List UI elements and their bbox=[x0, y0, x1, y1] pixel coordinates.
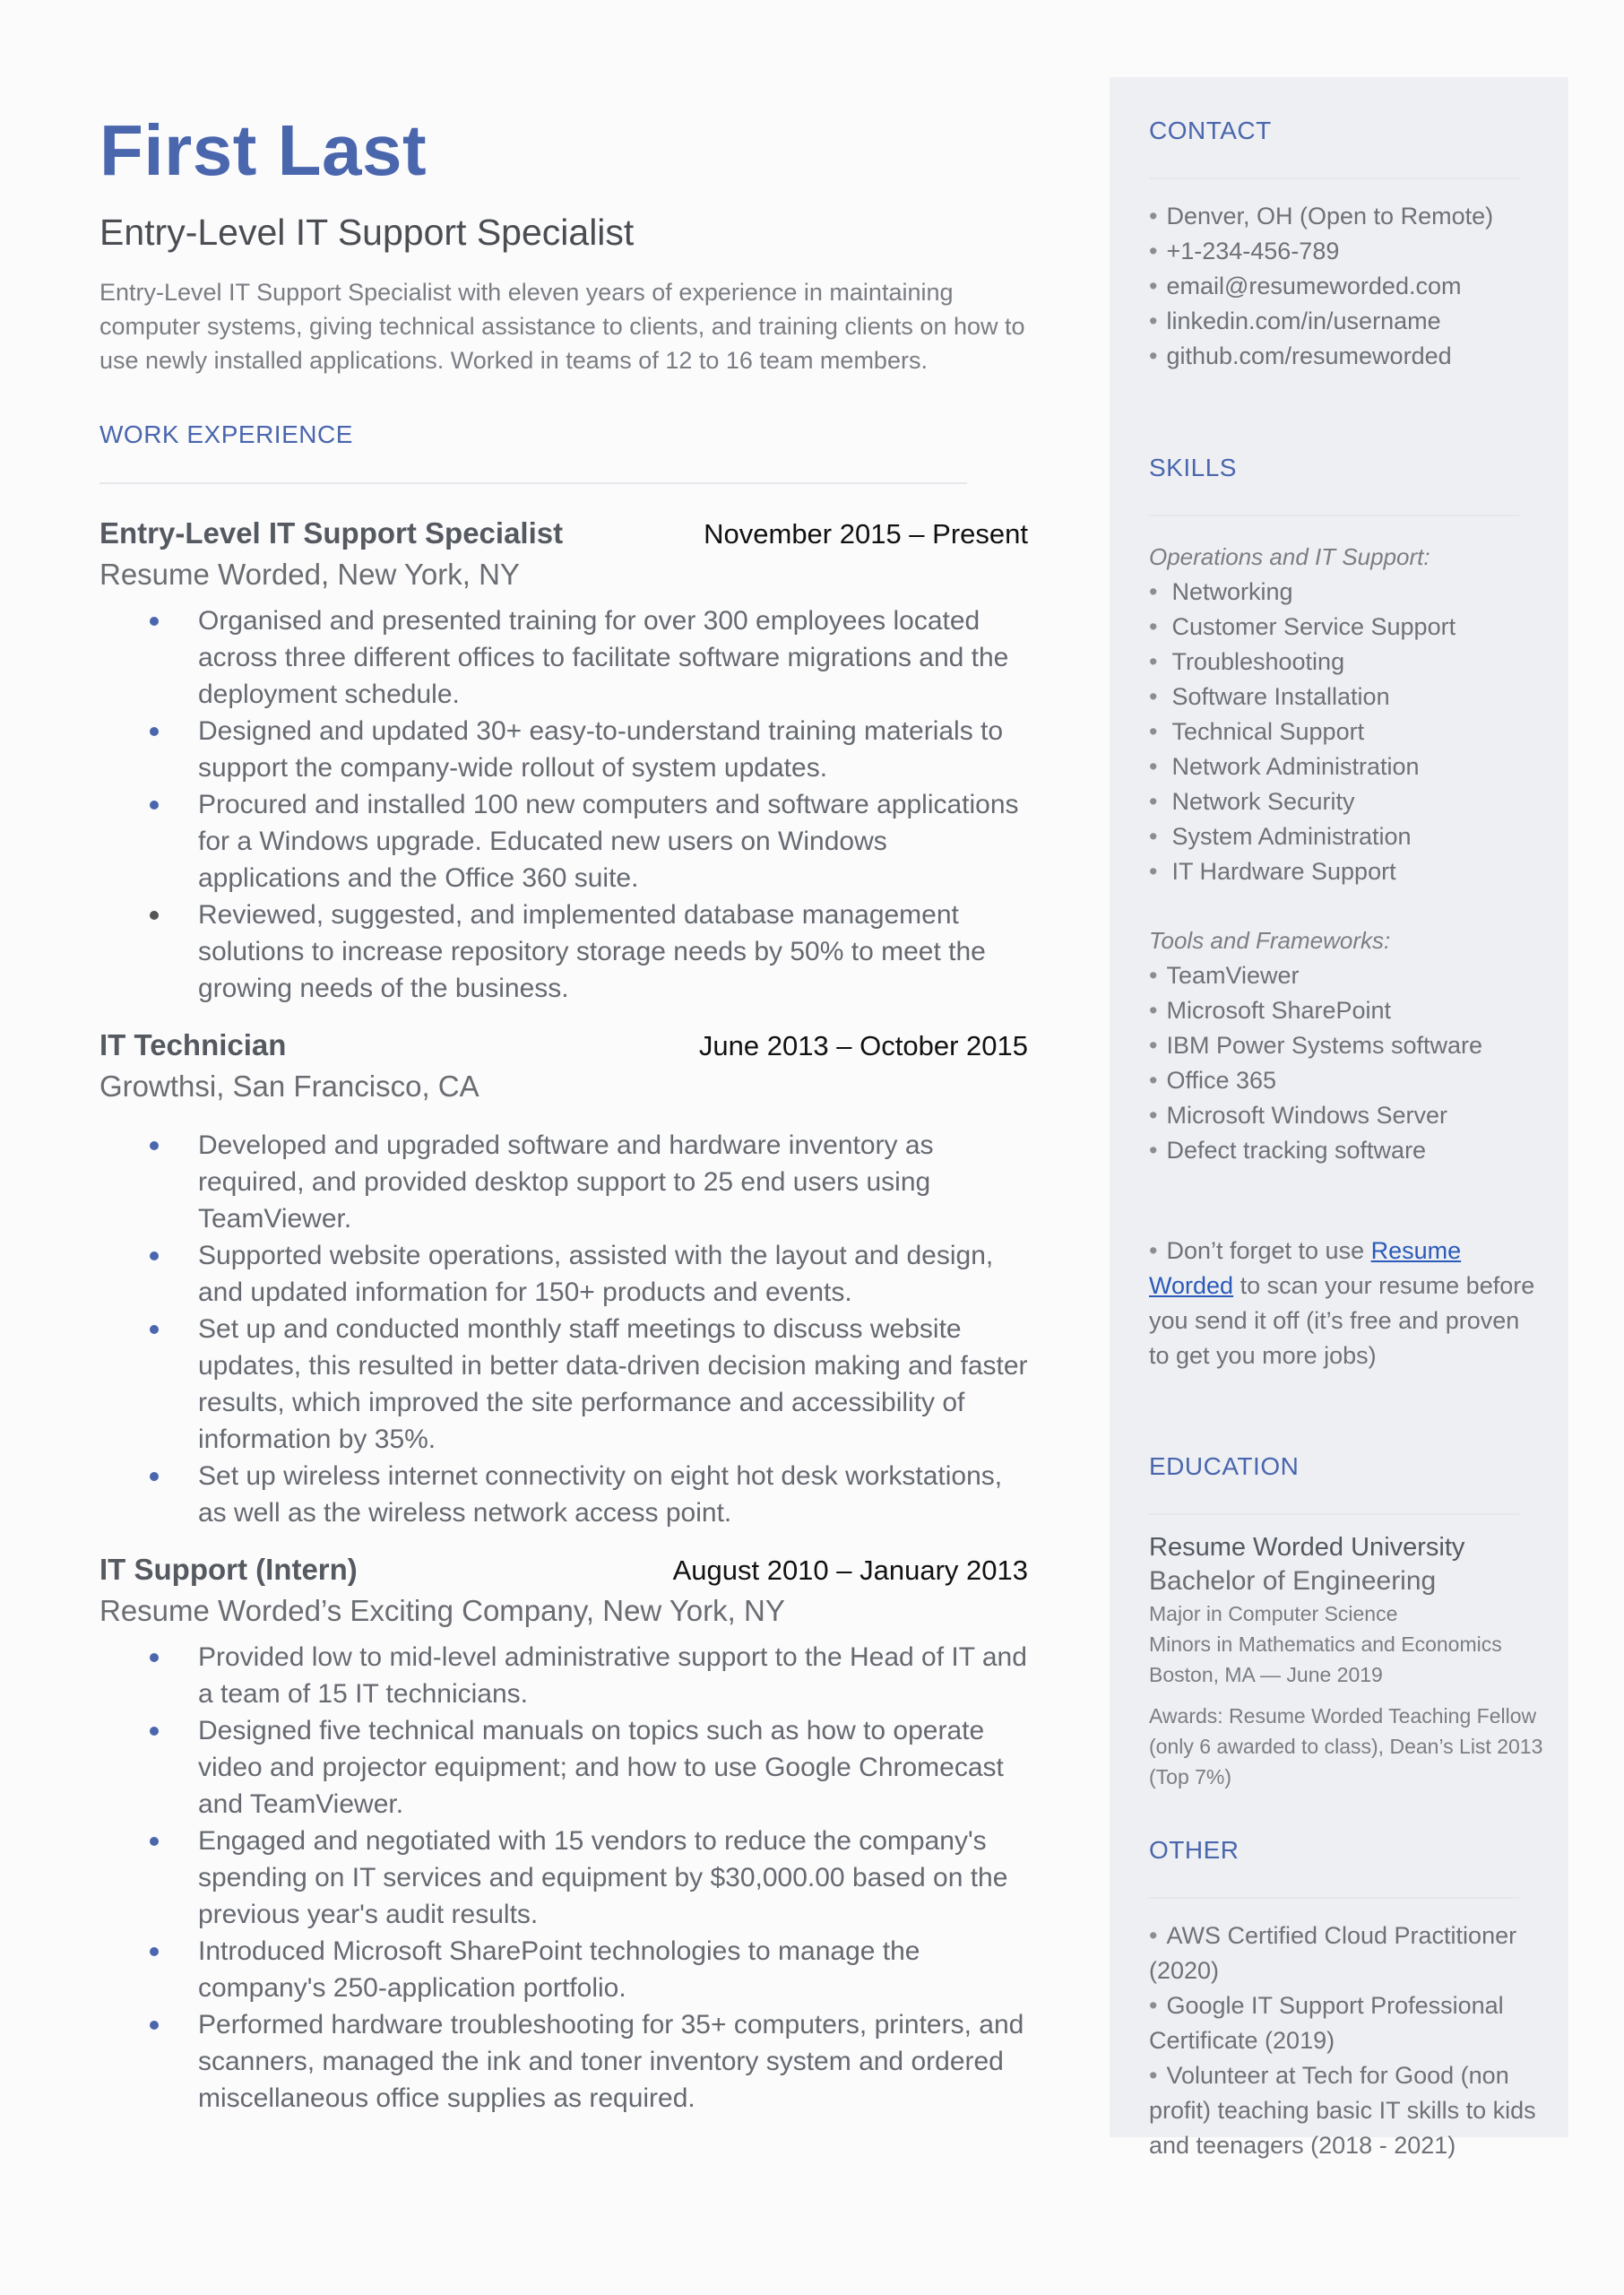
contact-github[interactable]: • github.com/resumeworded bbox=[1149, 342, 1452, 369]
tool-item: • TeamViewer bbox=[1149, 962, 1300, 989]
job-title: IT Support (Intern) bbox=[99, 1553, 358, 1586]
sidebar bbox=[1110, 77, 1568, 2159]
bullet-icon bbox=[150, 1325, 159, 1334]
job-title: Entry-Level IT Support Specialist bbox=[99, 516, 564, 550]
skill-item: • Network Administration bbox=[1149, 753, 1420, 780]
education-heading: EDUCATION bbox=[1149, 1452, 1300, 1480]
bullet-icon bbox=[150, 911, 159, 920]
divider bbox=[1149, 1513, 1519, 1515]
divider bbox=[1149, 515, 1519, 516]
contact-section bbox=[1149, 117, 1543, 374]
divider bbox=[1149, 1897, 1519, 1899]
contact-email[interactable]: • email@resumeworded.com bbox=[1149, 273, 1462, 299]
job-dates: August 2010 – January 2013 bbox=[672, 1555, 1028, 1586]
other-section bbox=[1149, 1836, 1543, 2163]
skill-item: • Technical Support bbox=[1149, 718, 1365, 745]
job-company: Resume Worded, New York, NY bbox=[99, 558, 520, 591]
skills-section bbox=[1149, 454, 1543, 1168]
main-column bbox=[99, 110, 1032, 2117]
candidate-name: First Last bbox=[99, 110, 428, 190]
job-title: IT Technician bbox=[99, 1028, 287, 1061]
job-dates: June 2013 – October 2015 bbox=[698, 1030, 1028, 1061]
job-bullet: Supported website operations, assisted with the layout and design, and updated information for 150+ products and events. bbox=[99, 1237, 1032, 1311]
work-experience-heading: WORK EXPERIENCE bbox=[99, 420, 353, 448]
summary: Entry-Level IT Support Specialist with eleven years of experience in maintaining computer systems, giving technical assistance to clients, and training clients on how to use newly installed applications. Worked in teams of 12 to 16 team members. bbox=[99, 279, 1025, 374]
divider bbox=[1149, 178, 1519, 179]
skills-group-label: Operations and IT Support: bbox=[1149, 543, 1430, 570]
edu-location-date: Boston, MA — June 2019 bbox=[1149, 1663, 1383, 1686]
bullet-icon bbox=[150, 1653, 159, 1662]
bullet-icon bbox=[150, 1141, 159, 1150]
tool-item: • Microsoft Windows Server bbox=[1149, 1102, 1448, 1129]
job-entry bbox=[99, 1028, 1032, 1531]
bullet-icon bbox=[150, 1472, 159, 1481]
other-item: • Google IT Support Professional Certificate (2019) bbox=[1149, 1992, 1504, 2054]
education-section bbox=[1149, 1452, 1543, 1792]
tools-group-label: Tools and Frameworks: bbox=[1149, 927, 1391, 954]
job-bullet: Engaged and negotiated with 15 vendors to reduce the company's spending on IT services and equipment by $30,000.00 based on the previous year's audit results. bbox=[99, 1823, 1032, 1933]
bullet-icon bbox=[150, 1727, 159, 1736]
bullet-icon bbox=[150, 727, 159, 736]
skill-item: • Software Installation bbox=[1149, 683, 1390, 710]
bullet-icon bbox=[150, 617, 159, 626]
job-bullet: Designed five technical manuals on topics such as how to operate video and projector equipment; and how to use Google Chromecast and TeamViewer. bbox=[99, 1712, 1032, 1823]
skill-item: • Network Security bbox=[1149, 788, 1355, 815]
edu-major: Major in Computer Science bbox=[1149, 1602, 1398, 1625]
job-bullet: Performed hardware troubleshooting for 35+ computers, printers, and scanners, managed the ink and toner inventory system and ordered miscellaneous office supplies as required. bbox=[99, 2006, 1032, 2117]
tool-item: • Microsoft SharePoint bbox=[1149, 997, 1392, 1024]
job-company: Growthsi, San Francisco, CA bbox=[99, 1070, 479, 1103]
job-bullet: Provided low to mid-level administrative support to the Head of IT and a team of 15 IT technicians. bbox=[99, 1639, 1032, 1712]
divider bbox=[99, 482, 967, 484]
tool-item: • IBM Power Systems software bbox=[1149, 1032, 1483, 1059]
tool-item: • Office 365 bbox=[1149, 1067, 1277, 1094]
contact-heading: CONTACT bbox=[1149, 117, 1272, 144]
job-bullet: Set up wireless internet connectivity on eight hot desk workstations, as well as the wireless network access point. bbox=[99, 1458, 1032, 1531]
bullet-icon bbox=[150, 1947, 159, 1956]
other-item: • AWS Certified Cloud Practitioner (2020) bbox=[1149, 1922, 1517, 1984]
candidate-title: Entry-Level IT Support Specialist bbox=[99, 212, 635, 253]
job-entry bbox=[99, 1553, 1032, 2117]
bullet-icon bbox=[150, 2021, 159, 2030]
job-bullet: Organised and presented training for over 300 employees located across three different offices to facilitate software migrations and the deployment schedule. bbox=[99, 602, 1032, 713]
other-heading: OTHER bbox=[1149, 1836, 1240, 1864]
edu-degree: Bachelor of Engineering bbox=[1149, 1566, 1437, 1596]
contact-linkedin[interactable]: • linkedin.com/in/username bbox=[1149, 307, 1441, 334]
bullet-icon bbox=[150, 1251, 159, 1260]
contact-location: • Denver, OH (Open to Remote) bbox=[1149, 203, 1494, 230]
job-bullet: Procured and installed 100 new computers and software applications for a Windows upgrade. Educated new users on Windows applications and the Office 360 suite. bbox=[99, 786, 1032, 896]
contact-phone: • +1-234-456-789 bbox=[1149, 238, 1340, 264]
bullet-icon bbox=[150, 1837, 159, 1846]
job-bullet: Designed and updated 30+ easy-to-understand training materials to support the company-wide rollout of system updates. bbox=[99, 713, 1032, 786]
job-entry bbox=[99, 516, 1032, 1007]
job-dates: November 2015 – Present bbox=[704, 518, 1028, 550]
job-bullet: Reviewed, suggested, and implemented database management solutions to increase repository storage needs by 50% to meet the growing needs of the business. bbox=[99, 896, 1032, 1007]
edu-awards: Awards: Resume Worded Teaching Fellow (only 6 awarded to class), Dean’s List 2013 (Top 7%) bbox=[1149, 1704, 1543, 1788]
job-bullet: Set up and conducted monthly staff meetings to discuss website updates, this resulted in better data-driven decision making and faster results, which improved the site performance and accessibility of information by 35%. bbox=[99, 1311, 1032, 1458]
job-company: Resume Worded’s Exciting Company, New York, NY bbox=[99, 1594, 785, 1627]
promo-note: • Don’t forget to use Resume Worded to scan your resume before you send it off (it’s free and proven to get you more jobs) bbox=[1149, 1237, 1535, 1369]
edu-school: Resume Worded University bbox=[1149, 1533, 1465, 1562]
other-item: • Volunteer at Tech for Good (non profit) teaching basic IT skills to kids and teenagers (2018 - 2021) bbox=[1149, 2062, 1536, 2159]
skill-item: • Customer Service Support bbox=[1149, 613, 1456, 640]
bullet-icon bbox=[150, 801, 159, 810]
skill-item: • Networking bbox=[1149, 578, 1293, 605]
skills-heading: SKILLS bbox=[1149, 454, 1237, 481]
edu-minors: Minors in Mathematics and Economics bbox=[1149, 1632, 1502, 1656]
tool-item: • Defect tracking software bbox=[1149, 1137, 1427, 1164]
job-bullet: Introduced Microsoft SharePoint technologies to manage the company's 250-application portfolio. bbox=[99, 1933, 1032, 2006]
skill-item: • IT Hardware Support bbox=[1149, 858, 1396, 885]
resume-worded-link[interactable]: Resume Worded bbox=[1149, 1237, 1462, 1299]
skill-item: • System Administration bbox=[1149, 823, 1412, 850]
job-bullet: Developed and upgraded software and hardware inventory as required, and provided desktop support to 25 end users using TeamViewer. bbox=[99, 1127, 1032, 1237]
skill-item: • Troubleshooting bbox=[1149, 648, 1345, 675]
